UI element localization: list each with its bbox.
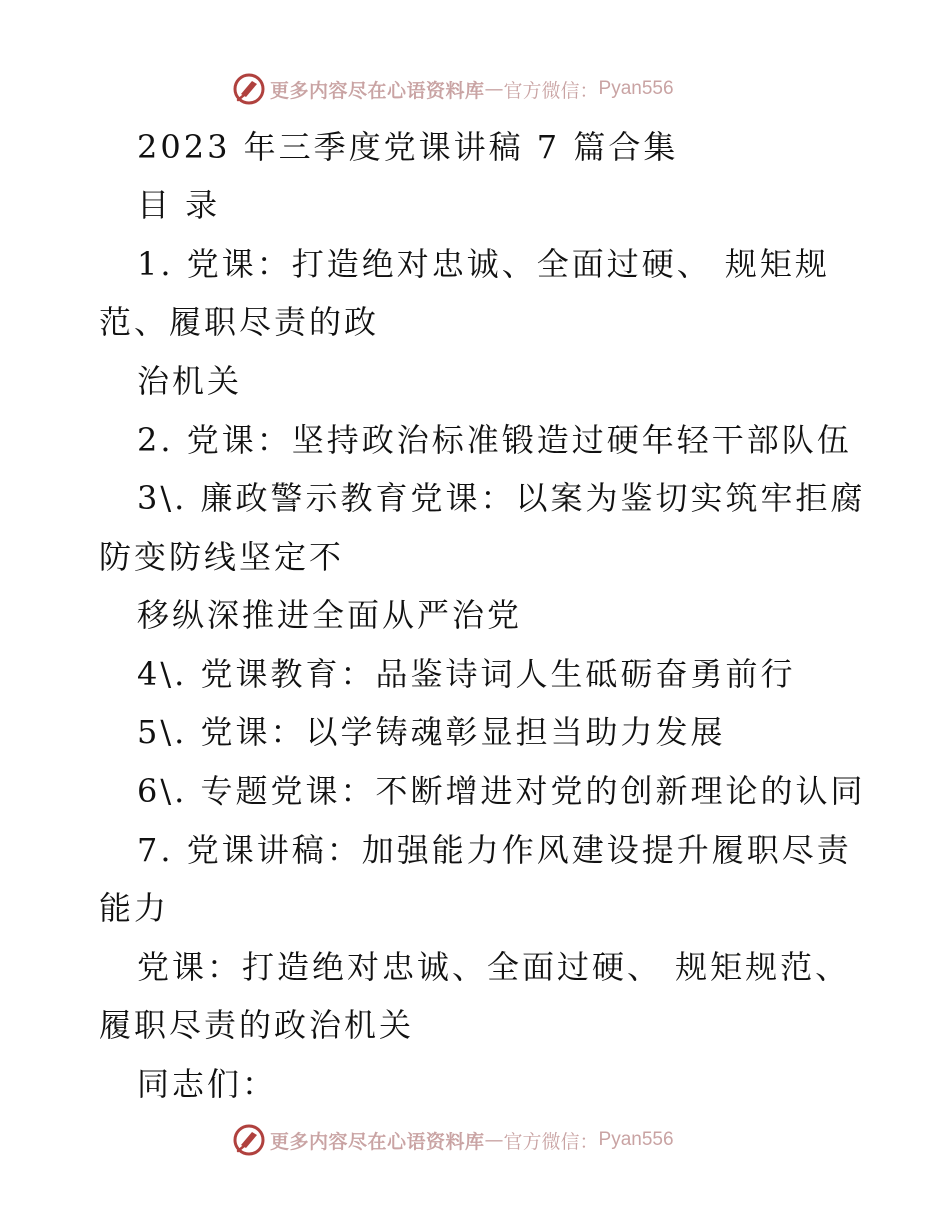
watermark-dash: — [484,1129,504,1151]
toc-item: 防变防线坚定不 [99,538,345,576]
toc-item: 4\. 党课教育：品鉴诗词人生砥砺奋勇前行 [137,655,796,693]
watermark-header [232,71,674,107]
watermark-id: Pyan556 [598,78,674,99]
logo-icon [232,72,266,106]
watermark-sub-text: 官方微信： [503,1130,599,1153]
watermark-sub-text: 官方微信： [503,79,599,102]
logo-icon [232,1123,266,1157]
section-title-line: 履职尽责的政治机关 [99,1006,415,1044]
watermark-main-text: 更多内容尽在心语资料库 [270,79,485,102]
toc-heading: 目 录 [137,186,221,224]
toc-item: 范、履职尽责的政 [99,303,380,341]
watermark-id: Pyan556 [598,1129,674,1150]
toc-item: 3\. 廉政警示教育党课：以案为鉴切实筑牢拒腐 [137,479,866,517]
toc-item: 移纵深推进全面从严治党 [137,596,523,634]
document-title: 2023 年三季度党课讲稿 7 篇合集 [137,128,679,166]
greeting: 同志们： [137,1065,278,1103]
toc-item: 7. 党课讲稿：加强能力作风建设提升履职尽责 [137,831,852,869]
watermark-dash: — [484,78,504,100]
toc-item: 1. 党课：打造绝对忠诚、全面过硬、 规矩规 [137,245,830,283]
toc-item: 6\. 专题党课：不断增进对党的创新理论的认同 [137,772,866,810]
toc-item: 2. 党课：坚持政治标准锻造过硬年轻干部队伍 [137,421,852,459]
toc-item: 治机关 [137,362,243,400]
watermark-main-text: 更多内容尽在心语资料库 [270,1130,485,1153]
toc-item: 5\. 党课：以学铸魂彰显担当助力发展 [137,713,726,751]
toc-item: 能力 [99,889,170,927]
section-title-line: 党课：打造绝对忠诚、全面过硬、 规矩规范、 [137,948,851,986]
watermark-footer [232,1122,674,1158]
